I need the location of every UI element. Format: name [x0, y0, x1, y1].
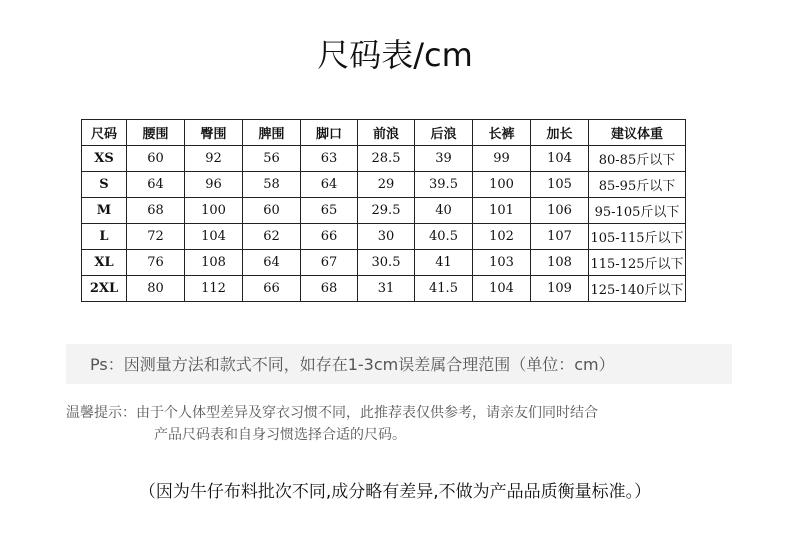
table-cell: 56: [243, 146, 301, 172]
header-cell: 尺码: [82, 120, 127, 146]
header-cell: 腰围: [127, 120, 185, 146]
table-cell: 60: [243, 198, 301, 224]
table-header-row: [82, 120, 686, 146]
table-cell: 95-105斤以下: [589, 198, 686, 224]
table-cell: 104: [531, 146, 589, 172]
size-label-cell: XS: [82, 146, 127, 172]
table-row: [82, 276, 686, 302]
table-cell: 40: [415, 198, 473, 224]
table-cell: 64: [127, 172, 185, 198]
tip-text: [66, 402, 598, 446]
header-cell: 臀围: [185, 120, 243, 146]
table-cell: 65: [301, 198, 358, 224]
table-cell: 101: [473, 198, 531, 224]
table-cell: 99: [473, 146, 531, 172]
table-cell: 85-95斤以下: [589, 172, 686, 198]
table-cell: 80-85斤以下: [589, 146, 686, 172]
table-cell: 100: [473, 172, 531, 198]
header-cell: 建议体重: [589, 120, 686, 146]
table-cell: 39: [415, 146, 473, 172]
table-cell: 68: [301, 276, 358, 302]
table-cell: 104: [473, 276, 531, 302]
table-cell: 112: [185, 276, 243, 302]
tip-line-2: 产品尺码表和自身习惯选择合适的尺码。: [154, 427, 406, 443]
table-cell: 67: [301, 250, 358, 276]
header-cell: 脚口: [301, 120, 358, 146]
size-label-cell: L: [82, 224, 127, 250]
table-cell: 80: [127, 276, 185, 302]
table-cell: 100: [185, 198, 243, 224]
table-cell: 103: [473, 250, 531, 276]
table-row: [82, 172, 686, 198]
table-cell: 115-125斤以下: [589, 250, 686, 276]
table-cell: 64: [243, 250, 301, 276]
table-cell: 30.5: [358, 250, 415, 276]
table-row: [82, 146, 686, 172]
table-cell: 58: [243, 172, 301, 198]
table-cell: 60: [127, 146, 185, 172]
table-cell: 30: [358, 224, 415, 250]
table-cell: 64: [301, 172, 358, 198]
size-label-cell: 2XL: [82, 276, 127, 302]
table-cell: 63: [301, 146, 358, 172]
table-cell: 105-115斤以下: [589, 224, 686, 250]
table-cell: 62: [243, 224, 301, 250]
table-cell: 28.5: [358, 146, 415, 172]
tip-line-1: 温馨提示：由于个人体型差异及穿衣习惯不同，此推荐表仅供参考，请亲友们同时结合: [66, 405, 598, 421]
size-chart-table: [81, 119, 686, 302]
table-row: [82, 198, 686, 224]
measurement-note: Ps：因测量方法和款式不同，如存在1-3cm误差属合理范围（单位：cm）: [90, 355, 615, 374]
table-cell: 39.5: [415, 172, 473, 198]
header-cell: 前浪: [358, 120, 415, 146]
table-cell: 96: [185, 172, 243, 198]
fabric-note: （因为牛仔布料批次不同,成分略有差异,不做为产品品质衡量标准。）: [138, 482, 652, 502]
table-cell: 40.5: [415, 224, 473, 250]
table-cell: 41: [415, 250, 473, 276]
table-cell: 125-140斤以下: [589, 276, 686, 302]
table-cell: 102: [473, 224, 531, 250]
table-row: [82, 224, 686, 250]
table-row: [82, 250, 686, 276]
table-cell: 29: [358, 172, 415, 198]
size-label-cell: XL: [82, 250, 127, 276]
table-cell: 109: [531, 276, 589, 302]
header-cell: 长裤: [473, 120, 531, 146]
size-label-cell: M: [82, 198, 127, 224]
header-cell: 后浪: [415, 120, 473, 146]
header-cell: 脾围: [243, 120, 301, 146]
header-cell: 加长: [531, 120, 589, 146]
table-cell: 92: [185, 146, 243, 172]
table-cell: 66: [243, 276, 301, 302]
table-cell: 105: [531, 172, 589, 198]
table-cell: 72: [127, 224, 185, 250]
table-cell: 106: [531, 198, 589, 224]
table-cell: 76: [127, 250, 185, 276]
table-cell: 108: [185, 250, 243, 276]
table-cell: 104: [185, 224, 243, 250]
page-title: 尺码表/cm: [317, 36, 473, 74]
table-cell: 68: [127, 198, 185, 224]
table-cell: 29.5: [358, 198, 415, 224]
table-cell: 107: [531, 224, 589, 250]
table-cell: 108: [531, 250, 589, 276]
table-cell: 41.5: [415, 276, 473, 302]
table-cell: 31: [358, 276, 415, 302]
size-label-cell: S: [82, 172, 127, 198]
table-cell: 66: [301, 224, 358, 250]
